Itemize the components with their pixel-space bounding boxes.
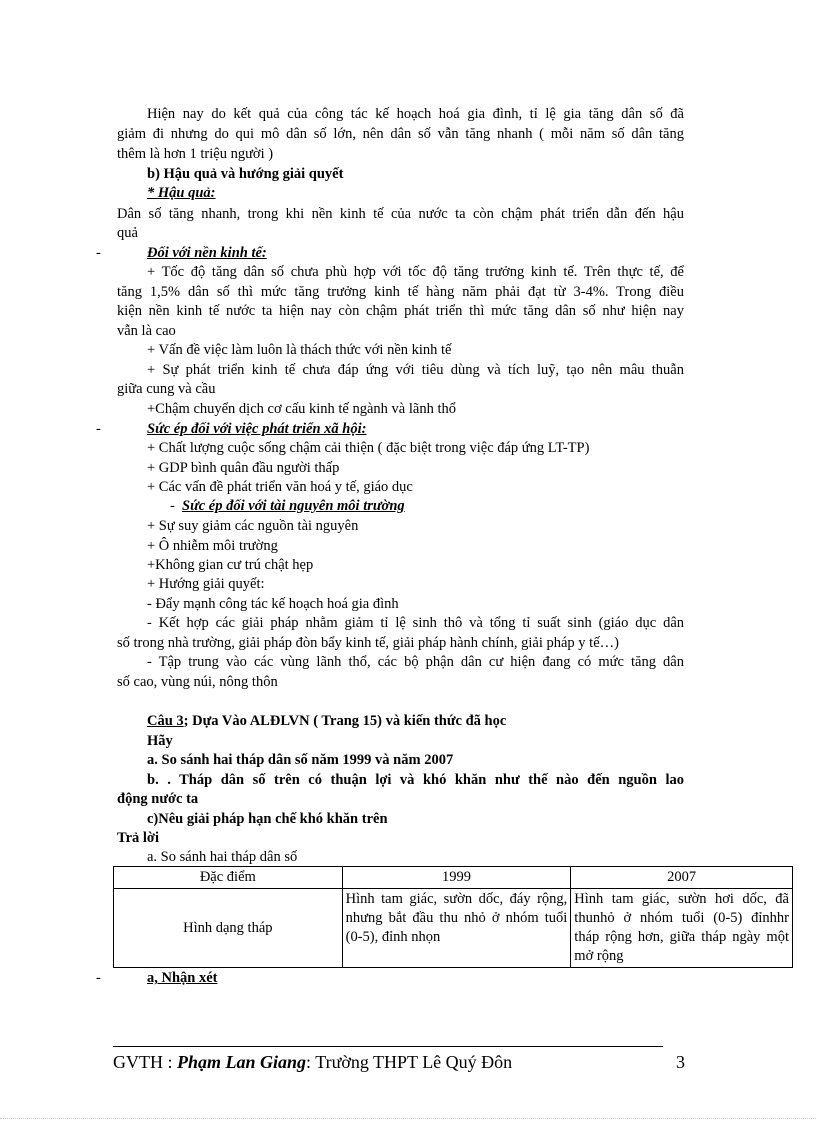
consequence-line-2: quả bbox=[117, 225, 138, 241]
remark-heading: a, Nhận xét bbox=[147, 970, 218, 986]
table-row bbox=[114, 889, 793, 968]
solution-item-1: - Đẩy mạnh công tác kế hoạch hoá gia đình bbox=[147, 596, 399, 612]
social-heading: Sức ép đối với việc phát triển xã hội: bbox=[147, 421, 367, 437]
question-3-label: Câu 3 bbox=[147, 713, 184, 729]
section-b-heading: b) Hậu quả và hướng giải quyết bbox=[147, 166, 344, 182]
economy-item-4: +Chậm chuyển dịch cơ cấu kinh tế ngành và lãnh thổ bbox=[147, 401, 456, 417]
question-3 bbox=[147, 712, 506, 730]
table-cell-1999: Hình tam giác, sườn dốc, đáy rộng, nhưng bắt đầu thu nhỏ ở nhóm tuổi (0-5), đỉnh nhọn bbox=[342, 889, 571, 968]
bullet-dash: - bbox=[96, 421, 101, 437]
economy-item-2: + Vấn đề việc làm luôn là thách thức với nền kinh tế bbox=[147, 342, 452, 358]
social-item-2: + GDP bình quân đầu người thấp bbox=[147, 460, 340, 476]
answer-a-heading: a. So sánh hai tháp dân số bbox=[147, 849, 298, 865]
answer-heading: Trả lời bbox=[117, 830, 159, 846]
table-header-feature: Đặc điểm bbox=[114, 867, 343, 889]
environment-item-2: + Ô nhiễm môi trường bbox=[147, 538, 278, 554]
question-3-c: c)Nêu giải pháp hạn chế khó khăn trên bbox=[147, 811, 388, 827]
intro-line-3: thêm là hơn 1 triệu người ) bbox=[117, 146, 274, 162]
social-item-3: + Các vấn đề phát triển văn hoá y tế, giáo dục bbox=[147, 479, 413, 495]
economy-item-3-line-1: + Sự phát triển kinh tế chưa đáp ứng với tiêu dùng và tích luỹ, tạo nên mâu thuẫn bbox=[147, 362, 684, 378]
bullet-dash: - bbox=[96, 970, 101, 986]
footer-school: : Trường THPT Lê Quý Đôn bbox=[306, 1052, 513, 1072]
economy-item-3-line-2: giữa cung và cầu bbox=[117, 381, 216, 397]
economy-heading: Đối với nền kinh tế: bbox=[147, 245, 267, 261]
intro-line-1: Hiện nay do kết quả của công tác kế hoạch hoá gia đình, tỉ lệ gia tăng dân số đã bbox=[147, 106, 684, 122]
solution-item-3-line-2: số cao, vùng núi, nông thôn bbox=[117, 674, 278, 690]
table-header-2007: 2007 bbox=[571, 867, 793, 889]
comparison-table bbox=[113, 866, 793, 968]
page-number: 3 bbox=[676, 1052, 685, 1072]
environment-heading: Sức ép đối với tài nguyên môi trường bbox=[182, 498, 405, 514]
solution-heading: + Hướng giải quyết: bbox=[147, 576, 265, 592]
footer-author: Phạm Lan Giang bbox=[177, 1052, 307, 1072]
social-item-1: + Chất lượng cuộc sống chậm cải thiện ( đặc biệt trong việc đáp ứng LT-TP) bbox=[147, 440, 590, 456]
question-3-text: ; Dựa Vào ALĐLVN ( Trang 15) và kiến thức đã học bbox=[183, 713, 507, 729]
page-edge bbox=[0, 1118, 816, 1119]
economy-item-1-line-3: kiện nền kinh tế nước ta hiện nay còn chậm phát triển thì mức tăng dân số như hiện nay bbox=[117, 303, 684, 319]
economy-item-1-line-4: vẫn là cao bbox=[117, 323, 176, 339]
table-cell-2007: Hình tam giác, sườn hơi dốc, đã thunhỏ ở nhóm tuổi (0-5) đỉnhhr tháp rộng hơn, giữa tháp ngày một mở rộng bbox=[571, 889, 793, 968]
solution-item-2-line-2: số trong nhà trường, giải pháp đòn bẩy kinh tế, giải pháp hành chính, giải pháp y tế…) bbox=[117, 635, 619, 651]
economy-item-1-line-2: tăng 1,5% dân số thì mức tăng trưởng kinh tế hàng năm phải đạt từ 3-4%. Trong điều bbox=[117, 284, 684, 300]
footer bbox=[113, 1050, 512, 1074]
question-3-a: a. So sánh hai tháp dân số năm 1999 và năm 2007 bbox=[147, 752, 454, 768]
question-3-b-line-1: b. . Tháp dân số trên có thuận lợi và khó khăn như thế nào đến nguồn lao bbox=[147, 772, 684, 788]
environment-item-3: +Không gian cư trú chật hẹp bbox=[147, 557, 314, 573]
solution-item-3-line-1: - Tập trung vào các vùng lãnh thổ, các bộ phận dân cư hiện đang có mức tăng dân bbox=[147, 654, 684, 670]
table-cell-feature: Hình dạng tháp bbox=[114, 889, 343, 968]
question-3-b-line-2: động nước ta bbox=[117, 791, 199, 807]
consequence-heading: * Hậu quả: bbox=[147, 185, 216, 201]
env-dash: - bbox=[170, 498, 175, 514]
intro-line-2: giảm đi nhưng do qui mô dân số lớn, nên dân số vẫn tăng nhanh ( mỗi năm số dân tăng bbox=[117, 126, 684, 142]
question-3-hay: Hãy bbox=[147, 733, 173, 749]
consequence-line-1: Dân số tăng nhanh, trong khi nền kinh tế của nước ta còn chậm phát triển dẫn đến hậu bbox=[117, 206, 684, 222]
table-header-row bbox=[114, 867, 793, 889]
bullet-dash: - bbox=[96, 245, 101, 261]
economy-item-1-line-1: + Tốc độ tăng dân số chưa phù hợp với tốc độ tăng trưởng kinh tế. Trên thực tế, để bbox=[147, 264, 684, 280]
table-header-1999: 1999 bbox=[342, 867, 571, 889]
solution-item-2-line-1: - Kết hợp các giải pháp nhằm giảm tỉ lệ sinh thô và tổng tỉ suất sinh (giáo dục dân bbox=[147, 615, 684, 631]
footer-rule bbox=[113, 1046, 663, 1047]
footer-prefix: GVTH : bbox=[113, 1052, 177, 1072]
environment-item-1: + Sự suy giảm các nguồn tài nguyên bbox=[147, 518, 359, 534]
